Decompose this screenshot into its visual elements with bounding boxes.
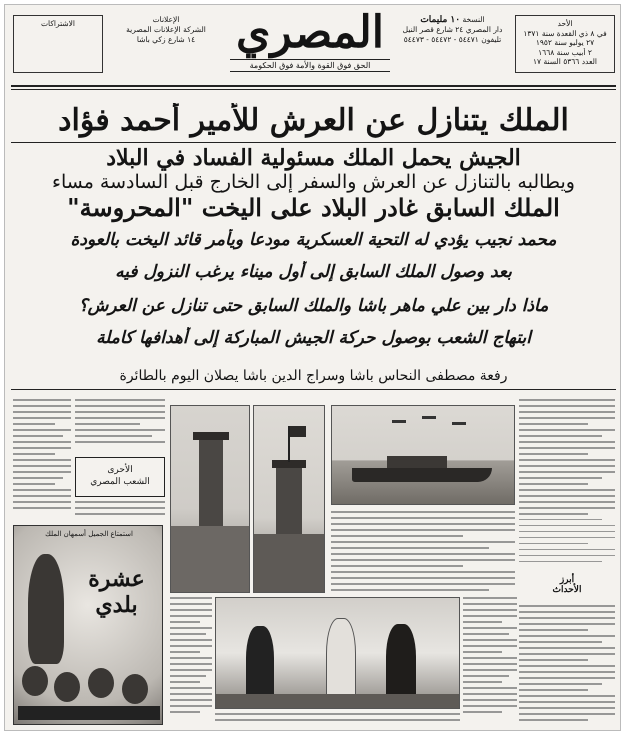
divider: [11, 389, 616, 390]
office-address: دار المصري ٢٤ شارع قصر النيل: [402, 25, 503, 34]
divider: [11, 142, 616, 143]
issue-date: ٢٧ يوليو سنة ١٩٥٢: [535, 38, 595, 47]
ads-address: ١٤ شارع زكي باشا: [136, 35, 196, 44]
people-box-line-2: الشعب المصري: [90, 477, 150, 487]
photo-caption: [215, 713, 460, 727]
price: ١٠ مليمات: [420, 15, 461, 25]
masthead-rule: [11, 85, 616, 87]
headline-army: الجيش يحمل الملك مسئولية الفساد في البلاد: [106, 145, 521, 171]
people-box-line-1: الأحرى: [107, 465, 133, 475]
article-column-right: [519, 399, 615, 569]
ad-cinema-bar: [18, 706, 160, 720]
article-column-left-3: [75, 501, 165, 521]
subscriptions-label: الاشتراكات: [40, 19, 76, 28]
newspaper-page: [4, 4, 621, 731]
issue-info-box: [515, 15, 615, 73]
right-subheading-line-1: أبرز: [559, 575, 575, 585]
headline-ali-maher: ماذا دار بين علي ماهر باشا والملك السابق حتى تنازل عن العرش؟: [78, 296, 549, 316]
photo-officers-on-deck: [215, 597, 460, 709]
headline-departure: الملك السابق غادر البلاد على اليخت "المحروسة": [67, 193, 560, 222]
headline-people-joy: ابتهاج الشعب بوصول حركة الجيش المباركة إلى أهدافها كاملة: [96, 328, 531, 348]
advertising-info: [107, 15, 225, 45]
photo-yacht-mahrousa: [331, 405, 515, 505]
masthead: [5, 5, 621, 83]
ad-tagline: استمتاع الجميل أسمهان الملك: [45, 530, 133, 538]
issue-day: الأحد: [557, 19, 573, 28]
masthead-rule-thin: [11, 89, 616, 90]
newspaper-logo: [230, 7, 390, 77]
masthead-address: [395, 15, 510, 45]
article-column-center-left: [170, 597, 212, 725]
headline-nahas: رفعة مصطفى النحاس باشا وسراج الدين باشا يصلان اليوم بالطائرة: [119, 368, 508, 384]
main-headline: الملك يتنازل عن العرش للأمير أحمد فؤاد: [58, 103, 569, 138]
article-column-left-2: [75, 399, 165, 453]
headline-naguib: محمد نجيب يؤدي له التحية العسكرية مودعا ويأمر قائد اليخت بالعودة: [70, 230, 557, 250]
copy-label: النسخة: [462, 15, 485, 24]
issue-coptic-date: ٢ أبيب سنة ١٦٦٨: [538, 47, 592, 57]
article-column-center-right: [463, 597, 517, 725]
issue-number: العدد ٥٣٦٦ السنة ١٧: [533, 57, 597, 66]
subscriptions-box: [13, 15, 103, 73]
film-advertisement: [13, 525, 163, 725]
ad-film-title: عشرة بلدي: [88, 566, 145, 618]
people-box: [75, 457, 165, 497]
office-phone: تليفون ٥٤٤٧١ - ٥٤٤٧٢ - ٥٤٤٧٣: [403, 35, 502, 44]
ads-company: الشركة الإعلانات المصرية: [126, 25, 206, 34]
ad-dancer: [28, 554, 64, 664]
issue-hijri-date: في ٨ ذي القعدة سنة ١٣٧١: [523, 28, 607, 38]
photo-palace-tower: [170, 405, 250, 593]
right-subheading: [519, 575, 615, 595]
newspaper-slogan: الحق فوق القوة والأمة فوق الحكومة: [230, 59, 390, 72]
article-column-right-2: [519, 605, 615, 725]
right-subheading-line-2: الأحداث: [552, 585, 582, 595]
article-column-photo-caption: [331, 511, 515, 595]
article-column-left: [13, 399, 71, 519]
headline-port: بعد وصول الملك السابق إلى أول ميناء يرغب النزول فيه: [115, 262, 512, 282]
photo-tower-flag: [253, 405, 325, 593]
headline-abdication-demand: ويطالبه بالتنازل عن العرش والسفر إلى الخارج قبل السادسة مساء: [52, 171, 575, 193]
newspaper-name: المصري: [236, 7, 384, 58]
ads-label: الإعلانات: [152, 15, 180, 24]
